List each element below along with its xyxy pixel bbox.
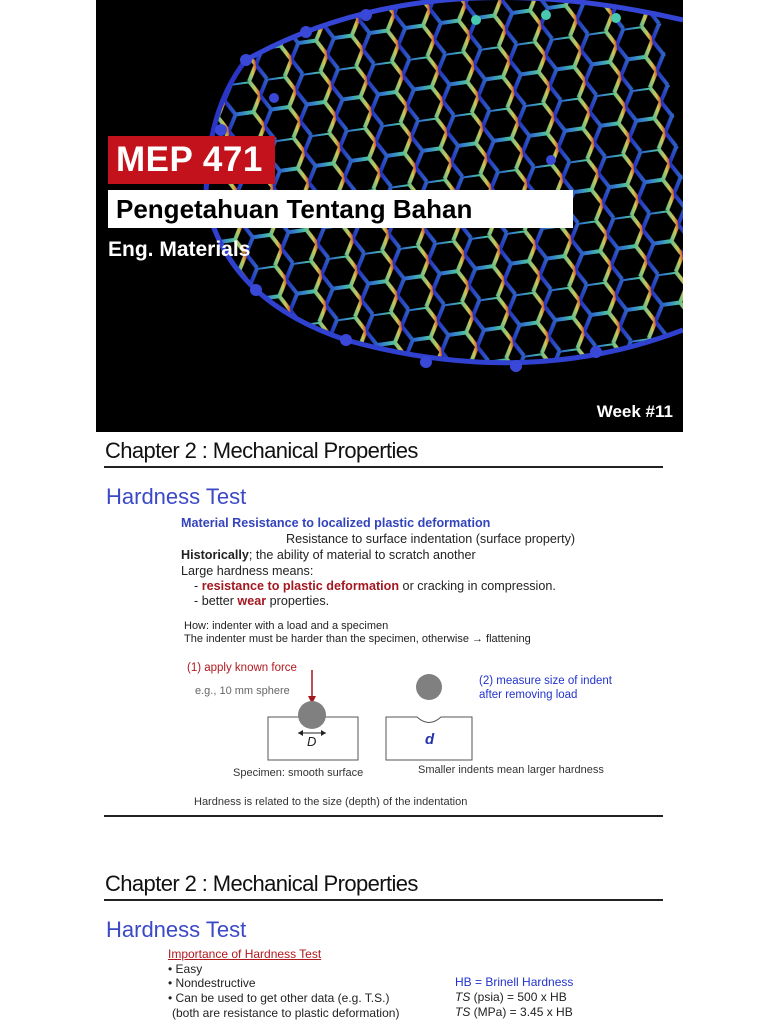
slide1-title: Hardness Test <box>106 484 247 509</box>
slide1-how: How: indenter with a load and a specimen <box>184 620 389 632</box>
diameter-arrow-right <box>321 730 326 736</box>
indent-label: d <box>425 731 435 748</box>
removed-indenter <box>416 674 442 700</box>
ts-mpa-text: (MPa) = 3.45 x HB <box>470 1005 573 1019</box>
diameter-label: D <box>307 734 317 749</box>
bullet1-rest: or cracking in compression. <box>399 579 556 593</box>
bullet2-rest: properties. <box>266 594 330 608</box>
slide1-chapter: Chapter 2 : Mechanical Properties <box>105 438 418 463</box>
ts-mpa-formula <box>455 1005 573 1019</box>
bullet2-strong: wear <box>237 594 267 608</box>
importance-note: (both are resistance to plastic deformation) <box>172 1006 400 1020</box>
measure-label-2: after removing load <box>479 689 578 701</box>
slide2-top-rule <box>104 899 663 901</box>
bullet1-strong: resistance to plastic deformation <box>201 579 400 593</box>
importance-bullet: • Easy <box>168 962 203 976</box>
course-title: Pengetahuan Tentang Bahan <box>108 190 573 228</box>
importance-bullet: • Can be used to get other data (e.g. T.S.) <box>168 991 390 1005</box>
measure-label: (2) measure size of indent <box>479 675 612 687</box>
slide2-title: Hardness Test <box>106 917 247 942</box>
slide1-definition-sub: Resistance to surface indentation (surface property) <box>286 532 576 546</box>
specimen-label: Specimen: smooth surface <box>233 767 364 779</box>
ts-symbol: TS <box>455 1005 471 1019</box>
historically-label: Historically <box>181 548 249 562</box>
ts-psia-text: (psia) = 500 x HB <box>470 990 567 1004</box>
slide2-chapter: Chapter 2 : Mechanical Properties <box>105 871 418 896</box>
indenter-sphere <box>298 701 326 729</box>
bullet2-prefix: - better <box>194 594 238 608</box>
slide1-indenter-rule: The indenter must be harder than the specimen, otherwise → flattening <box>184 633 531 645</box>
slide1-definition: Material Resistance to localized plastic deformation <box>181 516 491 530</box>
relation-note: Hardness is related to the size (depth) of the indentation <box>194 796 468 808</box>
example-label: e.g., 10 mm sphere <box>195 685 290 697</box>
slide1-top-rule <box>104 466 663 468</box>
importance-bullet: • Nondestructive <box>168 976 256 990</box>
course-code: MEP 471 <box>108 136 275 184</box>
diameter-arrow-left <box>298 730 303 736</box>
slide1-large-hardness: Large hardness means: <box>181 564 314 578</box>
ts-symbol: TS <box>455 990 471 1004</box>
slide1-bullet-1 <box>194 579 556 593</box>
smaller-indents-label: Smaller indents mean larger hardness <box>418 764 604 776</box>
importance-heading: Importance of Hardness Test <box>168 947 322 961</box>
slide1-bottom-rule <box>104 815 663 817</box>
apply-force-label: (1) apply known force <box>187 662 297 674</box>
bullet1-prefix: - <box>194 579 202 593</box>
historically-text: ; the ability of material to scratch another <box>248 548 476 562</box>
indentation-diagram <box>260 660 480 770</box>
slide1-historically <box>181 548 476 562</box>
hb-definition: HB = Brinell Hardness <box>455 975 574 989</box>
week-label: Week #11 <box>596 402 673 421</box>
slide1-bullet-2 <box>194 594 329 608</box>
course-subtitle: Eng. Materials <box>108 238 251 261</box>
ts-psia-formula <box>455 990 567 1004</box>
cover-banner <box>96 0 683 432</box>
